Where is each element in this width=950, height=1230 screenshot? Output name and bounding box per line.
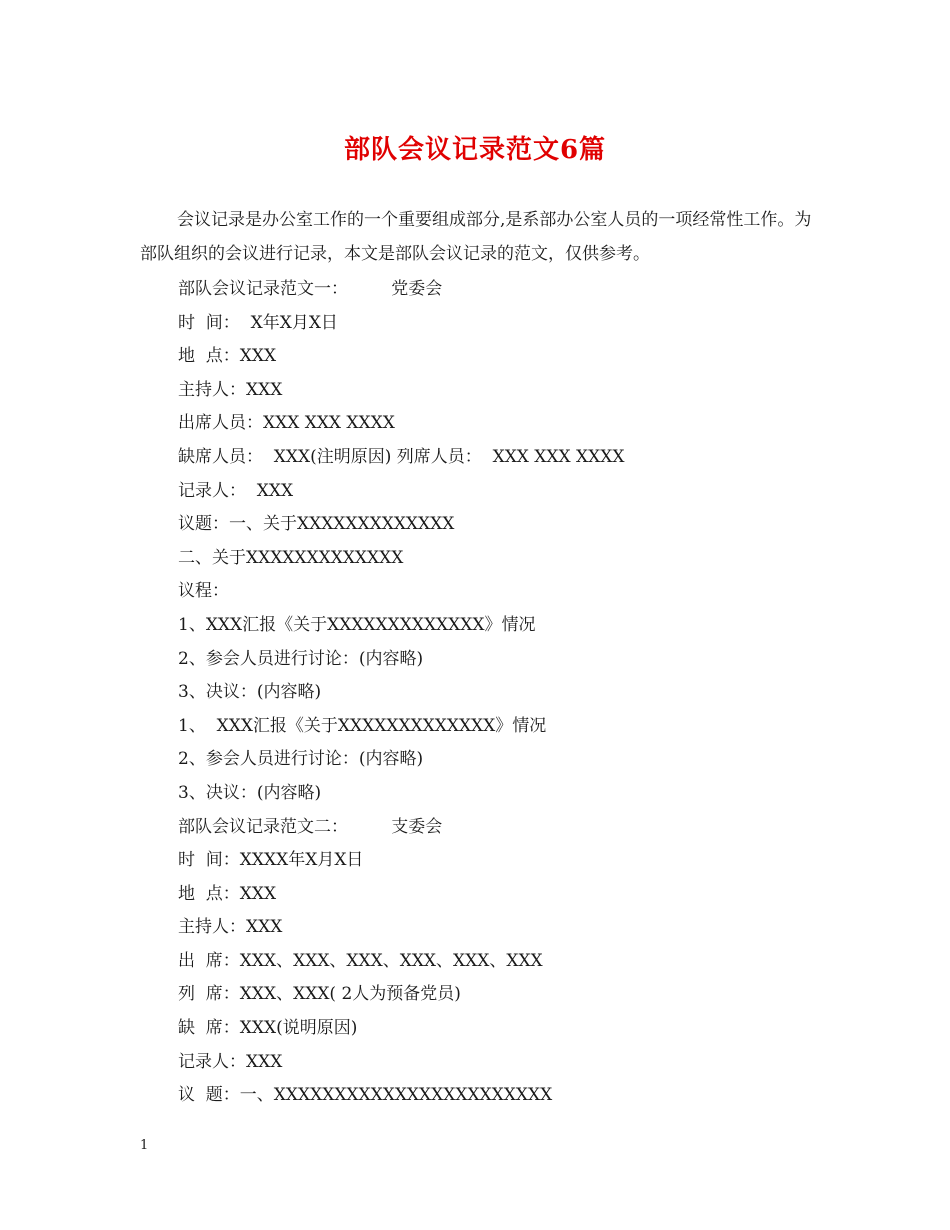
record-line: 缺席人员： XXX(注明原因) 列席人员： XXX XXX XXXX <box>178 446 625 467</box>
record-line: 缺 席：XXX(说明原因) <box>178 1018 358 1039</box>
record-line: 主持人：XXX <box>178 379 283 400</box>
record-line: 二、关于XXXXXXXXXXXXX <box>178 547 404 568</box>
record-line: 记录人： XXX <box>178 480 294 501</box>
record-line: 1、 XXX汇报《关于XXXXXXXXXXXXX》情况 <box>178 715 547 736</box>
section-heading-2: 部队会议记录范文二： 支委会 <box>178 816 443 837</box>
record-line: 3、决议：(内容略) <box>178 682 322 703</box>
record-line: 2、参会人员进行讨论：(内容略) <box>178 749 424 770</box>
record-line: 议题：一、关于XXXXXXXXXXXXX <box>178 514 455 535</box>
page-number: 1 <box>140 1138 149 1153</box>
record-line: 1、XXX汇报《关于XXXXXXXXXXXXX》情况 <box>178 614 536 635</box>
intro-paragraph: 会议记录是办公室工作的一个重要组成部分,是系部办公室人员的一项经常性工作。为部队组织的会议进行记录，本文是部队会议记录的范文，仅供参考。 <box>140 210 812 264</box>
record-line: 记录人：XXX <box>178 1051 283 1072</box>
record-line: 议程： <box>178 581 229 602</box>
page-title: 部队会议记录范文6篇 <box>343 135 607 165</box>
record-line: 出席人员：XXX XXX XXXX <box>178 413 395 434</box>
record-line: 主持人：XXX <box>178 917 283 938</box>
record-line: 列 席：XXX、XXX( 2人为预备党员) <box>178 984 461 1005</box>
section-heading-1: 部队会议记录范文一： 党委会 <box>178 279 443 299</box>
meeting-record-lines <box>178 273 818 1113</box>
record-line: 出 席：XXX、XXX、XXX、XXX、XXX、XXX <box>178 950 543 971</box>
record-line: 地 点：XXX <box>178 346 277 367</box>
record-line: 时 间：XXXX年X月X日 <box>178 850 364 871</box>
record-line: 议 题：一、XXXXXXXXXXXXXXXXXXXXXXX <box>178 1085 553 1106</box>
record-line: 3、决议：(内容略) <box>178 782 322 803</box>
record-line: 时 间： X年X月X日 <box>178 312 338 333</box>
record-line: 2、参会人员进行讨论：(内容略) <box>178 648 424 669</box>
record-line: 地 点：XXX <box>178 883 277 904</box>
